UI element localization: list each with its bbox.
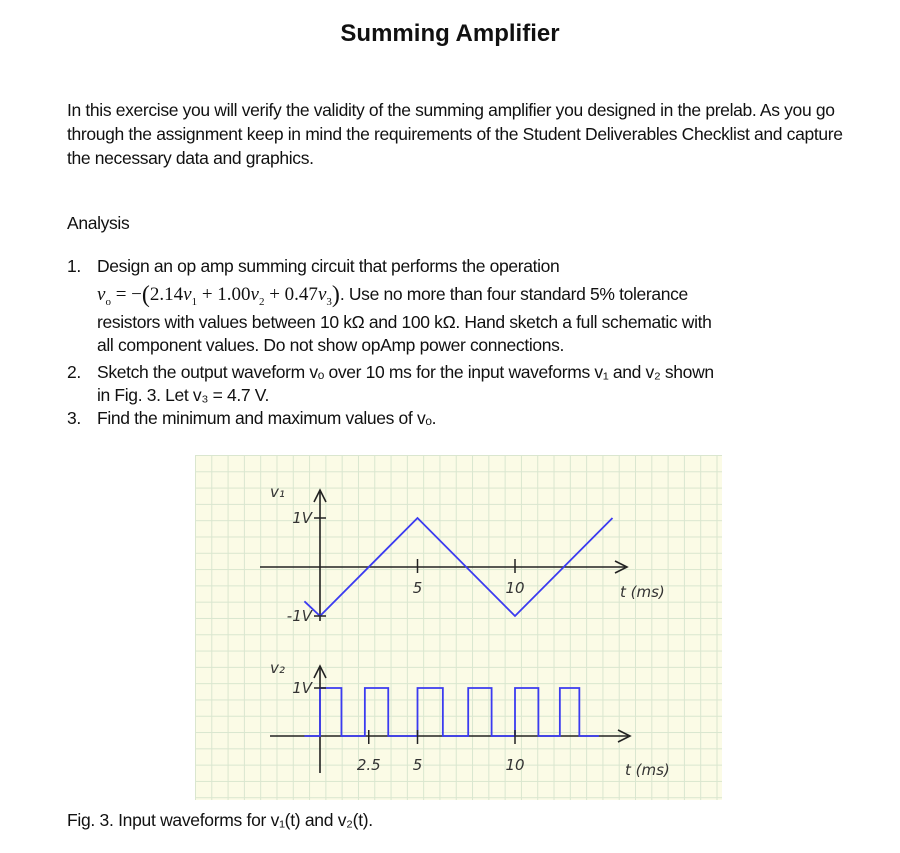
v1-y-tick-label: -1V [286, 607, 312, 625]
v2-x-tick-label: 10 [505, 756, 525, 774]
v2-y-tick-label: 1V [292, 679, 312, 697]
item-text: all component values. Do not show opAmp power connections. [97, 335, 565, 355]
item-text: in Fig. 3. Let v₃ = 4.7 V. [97, 385, 270, 405]
page-title: Summing Amplifier [340, 20, 560, 47]
v1-y-tick-label: 1V [292, 509, 312, 527]
v1-x-tick-label: 10 [505, 579, 525, 597]
v2-x-axis-label: t (ms) [625, 761, 670, 779]
v1-x-tick-label: 5 [412, 579, 423, 597]
figure-3-waveforms [195, 455, 722, 800]
v2-axis-label: v₂ [270, 659, 285, 677]
v2-x-tick-label: 2.5 [356, 756, 381, 774]
v2-waveform [304, 688, 598, 736]
item-text: Design an op amp summing circuit that performs the operation [97, 256, 560, 276]
analysis-heading: Analysis [67, 213, 130, 233]
item-text: Find the minimum and maximum values of vₒ. [97, 408, 437, 428]
v1-axis-label: v₁ [270, 483, 285, 501]
item-number: 3. [67, 408, 81, 428]
formula-line: $v_o = -(2.14v_1 + 1.00v_2 + 0.47v_3)$. Use no more than four standard 5% tolerance [97, 282, 688, 308]
intro-paragraph: In this exercise you will verify the validity of the summing amplifier you designed in the prelab. As you go through the assignment keep in mind the requirements of the Student Deliverables Checklist and capture the necessary data and graphics. [67, 100, 843, 168]
item-number: 2. [67, 362, 81, 382]
item-number: 1. [67, 256, 81, 276]
formula: $v_o = -(2.14v_1 + 1.00v_2 + 0.47v_3)$ [97, 282, 340, 308]
item-text: resistors with values between 10 kΩ and 100 kΩ. Hand sketch a full schematic with [97, 312, 712, 332]
v2-x-tick-label: 5 [412, 756, 423, 774]
v1-x-axis-label: t (ms) [620, 583, 665, 601]
figure-caption: Fig. 3. Input waveforms for v₁(t) and v₂(t). [67, 810, 373, 830]
item-text: Sketch the output waveform vₒ over 10 ms for the input waveforms v₁ and v₂ shown [97, 362, 714, 382]
waveform-chart [195, 455, 722, 800]
